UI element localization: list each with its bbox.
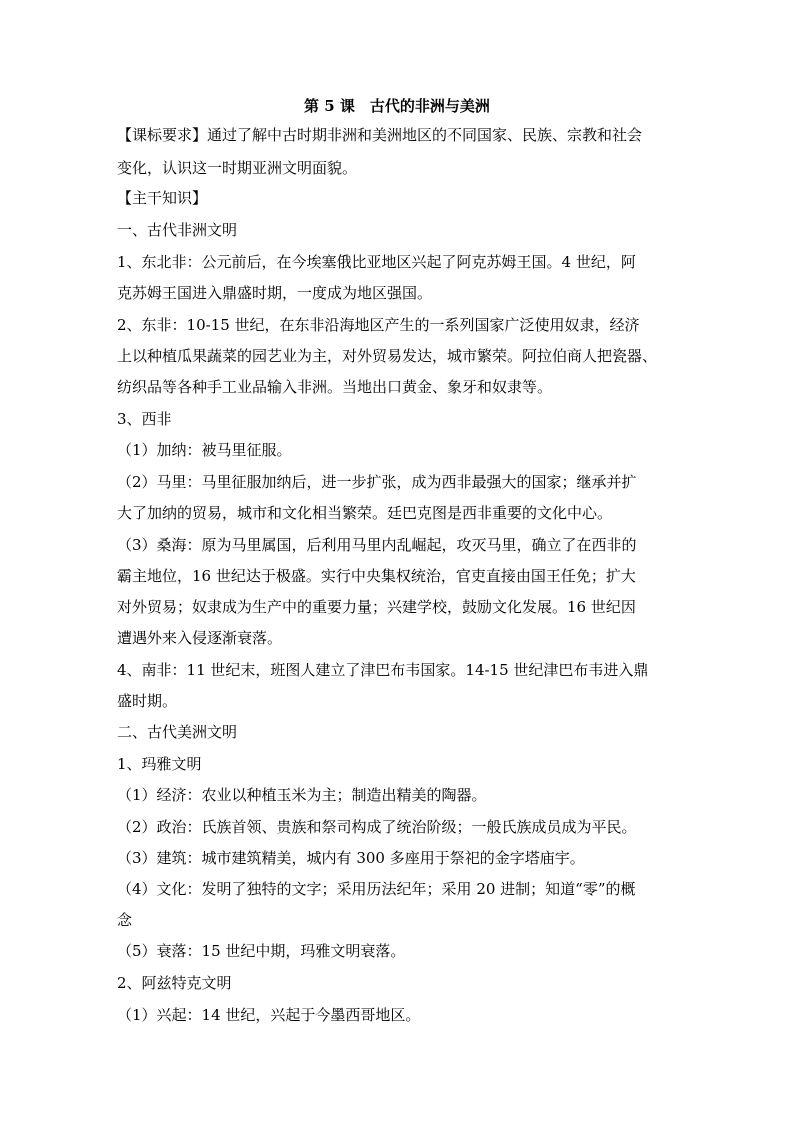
text-line: 盛时期。 — [117, 692, 178, 710]
text-line: （4）文化：发明了独特的文字；采用历法纪年；采用 20 进制；知道“零”的概 — [117, 880, 636, 898]
section-heading: 【主干知识】 — [117, 189, 208, 207]
text-line: 念 — [117, 911, 133, 929]
text-line: （3）桑海：原为马里属国，后利用马里内乱崛起，攻灭马里，确立了在西非的 — [117, 536, 637, 554]
text-line: 【课标要求】通过了解中古时期非洲和美洲地区的不同国家、民族、宗教和社会 — [117, 126, 643, 144]
text-line: 大了加纳的贸易，城市和文化相当繁荣。廷巴克图是西非重要的文化中心。 — [117, 504, 613, 522]
subsection-heading: 3、西非 — [117, 410, 172, 428]
text-line: （2）政治：氏族首领、贵族和祭司构成了统治阶级；一般氏族成员成为平民。 — [117, 818, 637, 836]
text-line: （1）经济：农业以种植玉米为主；制造出精美的陶器。 — [117, 786, 487, 804]
subsection-heading: 1、玛雅文明 — [117, 755, 202, 773]
section-heading: 二、古代美洲文明 — [117, 723, 238, 741]
text-line: （1）加纳：被马里征服。 — [117, 441, 292, 459]
text-line: 克苏姆王国进入鼎盛时期，一度成为地区强国。 — [117, 284, 433, 302]
text-line: 上以种植瓜果蔬菜的园艺业为主，对外贸易发达，城市繁荣。阿拉伯商人把瓷器、 — [117, 347, 658, 365]
text-line: 遭遇外来入侵逐渐衰落。 — [117, 629, 283, 647]
text-line: （3）建筑：城市建筑精美，城内有 300 多座用于祭祀的金字塔庙宇。 — [117, 849, 585, 867]
text-line: （2）马里：马里征服加纳后，进一步扩张，成为西非最强大的国家；继承并扩 — [117, 473, 637, 491]
text-line: 2、东非：10-15 世纪，在东非沿海地区产生的一系列国家广泛使用奴隶，经济 — [117, 316, 640, 334]
text-line: 1、东北非：公元前后，在今埃塞俄比亚地区兴起了阿克苏姆王国。4 世纪，阿 — [117, 253, 636, 271]
text-line: 变化，认识这一时期亚洲文明面貌。 — [117, 159, 358, 177]
text-line: 霸主地位，16 世纪达于极盛。实行中央集权统治，官吏直接由国王任免；扩大 — [117, 567, 636, 585]
page-title: 第 5 课 古代的非洲与美洲 — [304, 97, 490, 115]
text-line: 4、南非：11 世纪末，班图人建立了津巴布韦国家。14-15 世纪津巴布韦进入鼎 — [117, 661, 649, 679]
section-heading: 一、古代非洲文明 — [117, 221, 238, 239]
text-line: 纺织品等各种手工业品输入非洲。当地出口黄金、象牙和奴隶等。 — [117, 378, 553, 396]
text-line: 对外贸易；奴隶成为生产中的重要力量；兴建学校，鼓励文化发展。16 世纪因 — [117, 598, 636, 616]
text-line: （1）兴起：14 世纪，兴起于今墨西哥地区。 — [117, 1006, 421, 1024]
text-line: （5）衰落：15 世纪中期，玛雅文明衰落。 — [117, 942, 406, 960]
subsection-heading: 2、阿兹特克文明 — [117, 974, 232, 992]
